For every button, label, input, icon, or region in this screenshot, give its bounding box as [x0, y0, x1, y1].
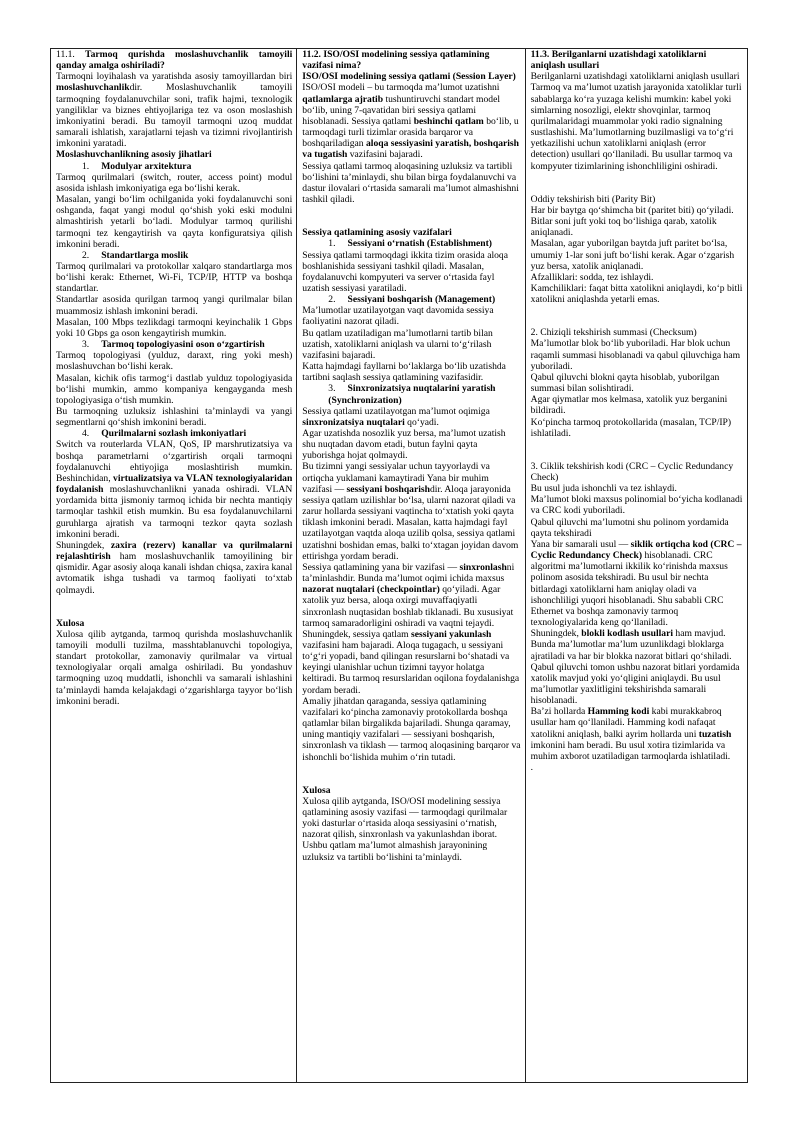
paragraph: Ko‘pincha tarmoq protokollarida (masalan, TCP/IP) ishlatiladi.: [530, 416, 732, 439]
bold-term: virtualizatsiya va VLAN texnologiyalaridan foydalanish: [56, 472, 293, 496]
bold-term: sessiyani boshqarish: [346, 483, 430, 495]
text: Sessiya qatlamining yana bir vazifasi —: [302, 561, 458, 573]
paragraph: Bu tarmoqning uzluksiz ishlashini ta’minlaydi va yangi segmentlarni qo‘shish imkonini beradi.: [56, 406, 293, 429]
list-item-heading: [302, 383, 520, 405]
text: Tarmoqni loyihalash va yaratishda asosiy tamoyillardan biri: [56, 71, 293, 83]
item-title: Qurilmalarni sozlash imkoniyatlari: [101, 428, 247, 440]
list-item-heading: [56, 161, 292, 172]
item-number: 2.: [328, 294, 336, 306]
column-11-3: [526, 49, 747, 1082]
bold-term: nazorat nuqtalari (checkpointlar): [302, 584, 440, 596]
end-mark: .: [530, 762, 534, 774]
bold-term: sinxronlash: [459, 561, 507, 573]
item-title: Standartlarga moslik: [101, 249, 189, 261]
text: moslashuvchanlikni yanada oshiradi. VLAN yordamida bitta jismoniy tarmoq ichida bir nechta mantiqiy tarmoqlar tashkil etish mumkin. Bu esa foydalanuvchilarni guruhlarga ajratish va tarmoqni tezkor qayta sozlash imkonini beradi.: [56, 484, 293, 540]
paragraph: Katta hajmdagi fayllarni bo‘laklarga bo‘lib uzatishda tartibni saqlash sessiya qatlamining vazifasidir.: [302, 361, 506, 384]
item-number: 3.: [82, 339, 90, 351]
section-heading: 11.2. ISO/OSI modelining sessiya qatlamining vazifasi nima?: [302, 49, 490, 72]
spacer: [302, 763, 520, 785]
item-number: 1.: [328, 238, 336, 250]
subheading: Sessiya qatlamining asosiy vazifalari: [302, 227, 452, 239]
item-title: Modulyar arxitektura: [101, 160, 192, 172]
item-title: Sessiyani o‘rnatish (Establishment): [347, 238, 492, 250]
text: hisoblanadi. CRC algoritmi ma’lumotlarni ikkilik ko‘rinishda maxsus polinom asosida tekshiradi. Bu usul bir nechta bitlardagi xatoliklarni ham aniqlay oladi va ishonchliligi yuqori hisoblanadi. Shu sababli CRC Ethernet va boshqa zamonaviy tarmoq texnologiyalarida keng qo‘llaniladi.: [530, 550, 728, 629]
paragraph: Qabul qiluvchi ma’lumotni shu polinom yordamida qayta tekshiradi: [530, 516, 729, 539]
bold-term: tuzatish: [698, 728, 732, 740]
bold-term: zaxira (rezerv) kanallar va qurilmalarni rejalashtirish: [56, 539, 293, 563]
text: bo‘lib, u tarmoqdagi turli tizimlar orasida barqaror va boshqariladigan: [302, 115, 519, 150]
method-heading: Oddiy tekshirish biti (Parity Bit): [530, 193, 656, 205]
text: ham moslashuvchanlik tamoyilining bir qismidir. Agar asosiy aloqa kanali ishdan chiqsa, zaxira kanal avtomatik ishga tushadi va tarmoq faoliyati to‘xtab qolmaydi.: [56, 551, 293, 596]
text: qo‘yadi.: [407, 416, 439, 428]
list-item-heading: [302, 294, 520, 305]
bold-term: sinxronizatsiya nuqtalari: [302, 416, 405, 428]
text: Bu tizimni yangi sessiyalar uchun tayyorlaydi va ortiqcha yuklamani kamaytiradi Yana bir muhim vazifasi —: [302, 461, 490, 495]
paragraph: Masalan, 100 Mbps tezlikdagi tarmoqni keyinchalik 1 Gbps yoki 10 Gbps ga oson kengaytirish mumkin.: [56, 316, 293, 339]
paragraph: Bitlar soni juft yoki toq bo‘lishiga qarab, xatolik aniqlanadi.: [530, 216, 717, 239]
bold-term: blokli kodlash usullari: [581, 628, 674, 640]
text: tushuntiruvchi standart model bo‘lib, uning 7-qavatidan biri sessiya qatlami hisoblanadi. Sessiya qatlami: [302, 93, 501, 127]
paragraph: Masalan, yangi bo‘lim ochilganida yoki foydalanuvchi soni oshganda, faqat yangi modul qo‘shish yoki eski modulni almashtirish yetarli bo‘ladi. Modulyar tarmoq qurilishi tarmoqni tez kengaytirish va qayta konfiguratsiya qilish imkonini beradi.: [56, 194, 293, 250]
paragraph: Qabul qiluvchi blokni qayta hisoblab, yuborilgan summasi bilan solishtiradi.: [530, 371, 720, 395]
paragraph: [302, 629, 520, 696]
intro-paragraph: [56, 71, 292, 149]
text: kabi murakkabroq usullar ham qo‘llaniladi. Hamming kodi nafaqat xatolikni aniqlash, balki ayrim hollarda uni: [530, 706, 722, 740]
paragraph: [302, 461, 520, 561]
text: dir. Moslashuvchanlik tamoyili tarmoqning foydalanuvchilar soni, trafik hajmi, texnologik yangiliklar va biznes ehtiyojlariga tez va oson moslashish imkoniyatini beradi. Bu tamoyil tarmoqni uzoq muddat samarali ishlatish, xarajatlarni tejash va tizimni rivojlantirish imkonini yaratadi.: [56, 82, 293, 150]
paragraph: Bu usul juda ishonchli va tez ishlaydi.: [530, 483, 677, 495]
paragraph: Tarmoq topologiyasi (yulduz, daraxt, ring yoki mesh) moslashuvchan bo‘lishi kerak.: [56, 350, 293, 373]
section-heading: Tarmoq qurishda moslashuvchanlik tamoyili qanday amalga oshiriladi?: [56, 49, 293, 72]
text: ni ta’minlashdir. Bunda ma’lumot oqimi ichida maxsus: [302, 561, 515, 585]
item-title: Sinxronizatsiya nuqtalarini yaratish (Synchronization): [328, 383, 496, 406]
paragraph: Tarmoq qurilmalari va protokollar xalqaro standartlarga mos bo‘lishi kerak: Ethernet, Wi-Fi, TCP/IP, HTTP va boshqa standartlar.: [56, 260, 293, 295]
conclusion-paragraph: Xulosa qilib aytganda, ISO/OSI modelining sessiya qatlamining asosiy vazifasi — tarmoqdagi qurilmalar yoki dasturlar o‘rtasida aloqa sessiyasini o‘rnatish, nazorat qilish, sinxronlash va yakunlashdan iborat. Ushbu qatlam ma’lumot almashish jarayonining uzluksiz va tartibli bo‘lishini ta’minlaydi.: [302, 795, 508, 863]
paragraph: Afzalliklari: sodda, tez ishlaydi.: [530, 271, 654, 283]
item-number: 1.: [82, 160, 90, 172]
text: ham mavjud. Bunda ma’lumotlar ma’lum uzunlikdagi bloklarga ajratiladi va har bir blokka nazorat bitlari qo‘shiladi. Qabul qiluvchi tomon ushbu nazorat bitlari yordamida xatolik mavjud yoki yo‘qligini aniqlaydi. Bu usul ma’lumotlar yaxlitligini tekshirishda samarali hisoblanadi.: [530, 628, 740, 707]
text: qo‘yiladi. Agar xatolik yuz bersa, aloqa oxirgi muvaffaqiyatli sinxronlash nuqtasidan boshlab tiklanadi. Bu xususiyat tarmoq samaradorligini oshiradi va vaqtni tejaydi.: [302, 584, 514, 629]
text: ISO/OSI modeli – bu tarmoqda ma’lumot uzatishni: [302, 82, 500, 94]
text: dir. Aloqa jarayonida sessiya qatlam uzilishlar bo‘lsa, ularni nazorat qiladi va zarur hollarda sessiyani vaqtincha to‘xtatish yoki qayta tiklash imkonini beradi. Masalan, katta hajmdagi fayl uzatilayotgan vaqtda aloqa uzilib qolsa, sessiya qatlami uzatishni boshidan emas, balki to‘xtagan joyidan davom ettirishga yordam beradi.: [302, 483, 519, 562]
spacer: [302, 205, 520, 227]
text: Ba’zi hollarda: [530, 706, 586, 718]
paragraph: Berilganlarni uzatishdagi xatoliklarni aniqlash usullari: [530, 71, 740, 83]
paragraph: Ma’lumotlar blok bo‘lib yuboriladi. Har blok uchun raqamli summasi hisoblanadi va qabul qiluvchiga ham yuboriladi.: [530, 338, 741, 372]
document-table: [50, 48, 748, 1083]
paragraph: Sessiya qatlami tarmoqdagi ikkita tizim orasida aloqa boshlanishida sessiyani tashkil qiladi. Masalan, foydalanuvchi kompyuteri va server o‘rtasida fayl uzatish sessiyasi yaratiladi.: [302, 249, 508, 294]
text: vazifasini ham bajaradi. Aloqa tugagach, u sessiyani to‘g‘ri yopadi, band qilingan resurslarni bo‘shatadi va keyingi ulanishlar uchun tizimni tayyor holatga keltiradi. Bu tarmoq resurslaridan oqilona foydalanishga yordam beradi.: [302, 639, 520, 696]
paragraph: Tarmoq va ma’lumot uzatish jarayonida xatoliklar turli sabablarga ko‘ra yuzaga kelishi mumkin: kabel yoki simlarning nosozligi, elektr shovqinlar, tarmoq qurilmalaridagi muammolar yoki radio signalning sustlashishi. Ma’lumotlarning buzilmasligi va to‘g‘ri yetkazilishi uchun xatoliklarni aniqlash (error detection) usullari qo‘llaniladi. Bu usullar tarmoq va kompyuter tizimlarining ishonchliligini oshiradi.: [530, 82, 742, 172]
text: Shuningdek,: [56, 539, 105, 551]
conclusion-heading: Xulosa: [56, 617, 85, 629]
section-number: 11.1.: [56, 49, 75, 60]
paragraph: Ma’lumot bloki maxsus polinomial bo‘yicha kodlanadi va CRC kodi yuboriladi.: [530, 494, 743, 517]
column-11-2: [297, 49, 525, 1082]
spacer: [56, 596, 292, 618]
list-item-heading: [56, 339, 292, 350]
bold-term: qatlamlarga ajratib: [302, 93, 384, 105]
bold-term: moslashuvchanlik: [56, 82, 130, 94]
paragraph: [302, 406, 520, 428]
paragraph: Tarmoq qurilmalari (switch, router, access point) modul asosida ishlash imkoniyatiga ega bo‘lishi kerak.: [56, 171, 293, 194]
text: Switch va routerlarda VLAN, QoS, IP marshrutizatsiya va boshqa parametrlarni o‘zgartirish orqali tarmoqni foydalanuvchi ehtiyojiga moslashtirish mumkin. Beshinchidan,: [56, 439, 293, 484]
section-heading: 11.3. Berilganlarni uzatishdagi xatoliklarni aniqlash usullari: [530, 49, 707, 72]
spacer: [531, 305, 743, 327]
paragraph: [531, 539, 743, 628]
list-item-heading: [56, 250, 292, 261]
paragraph: Ma’lumotlar uzatilayotgan vaqt davomida sessiya faoliyatini nazorat qiladi.: [302, 305, 494, 328]
paragraph: [531, 706, 743, 762]
intro-paragraph: [302, 82, 520, 160]
item-number: 2.: [82, 249, 90, 261]
spacer: [531, 172, 743, 194]
text: imkonini ham beradi. Bu usul xotira tizimlarida va muhim axborot uzatiladigan tarmoqlarda ishlatiladi.: [530, 739, 731, 762]
paragraph: Bu qatlam uzatiladigan ma’lumotlarni tartib bilan uzatish, xatoliklarni aniqlash va ularni to‘g‘rilash vazifasini bajaradi.: [302, 327, 493, 361]
item-title: Sessiyani boshqarish (Management): [347, 294, 496, 306]
paragraph: [56, 540, 292, 596]
paragraph: [531, 628, 743, 706]
bold-term: siklik ortiqcha kod (CRC – Cyclic Redundancy Check): [530, 538, 742, 562]
paragraph: Standartlar asosida qurilgan tarmoq yangi qurilmalar bilan muammosiz ishlash imkonini beradi.: [56, 294, 293, 317]
paragraph: Har bir baytga qo‘shimcha bit (paritet biti) qo‘yiladi.: [530, 204, 734, 216]
bold-term: beshinchi qatlam: [413, 115, 484, 127]
subheading: ISO/OSI modelining sessiya qatlami (Session Layer): [302, 71, 516, 83]
spacer: [531, 439, 743, 461]
item-number: 4.: [82, 428, 90, 440]
section-title-11-1: [56, 49, 292, 71]
conclusion-heading: Xulosa: [302, 784, 331, 796]
paragraph: [302, 562, 520, 629]
column-11-1: [51, 49, 297, 1082]
bold-term: aloqa sessiyasini yaratish, boshqarish va tugatish: [302, 138, 519, 161]
paragraph: Masalan, kichik ofis tarmog‘i dastlab yulduz topologiyasida bo‘lishi mumkin, ammo kompaniya kengayganda mesh topologiyasiga o‘tish mumkin.: [56, 372, 293, 406]
text: Shuningdek, sessiya qatlam: [302, 628, 409, 640]
text: Shuningdek,: [530, 628, 579, 640]
paragraph: Kamchiliklari: faqat bitta xatolikni aniqlaydi, ko‘p bitli xatolikni aniqlashda yetarli emas.: [530, 282, 743, 306]
bold-term: sessiyani yakunlash: [411, 628, 492, 640]
method-heading: 3. Ciklik tekshirish kodi (CRC – Cyclic Redundancy Check): [530, 460, 734, 483]
paragraph: Agar qiymatlar mos kelmasa, xatolik yuz berganini bildiradi.: [530, 394, 728, 417]
subheading: Moslashuvchanlikning asosiy jihatlari: [56, 149, 212, 161]
bold-term: Hamming kodi: [587, 706, 650, 718]
text: vazifasini bajaradi.: [349, 149, 423, 161]
method-heading: 2. Chiziqli tekshirish summasi (Checksum): [530, 327, 697, 339]
paragraph: Agar uzatishda nosozlik yuz bersa, ma’lumot uzatish shu nuqtadan davom etadi, butun faylni qayta yuborishga hojat qolmaydi.: [302, 428, 506, 462]
item-number: 3.: [328, 383, 336, 395]
paragraph: Sessiya qatlami tarmoq aloqasining uzluksiz va tartibli bo‘lishini ta’minlaydi, shu bilan birga foydalanuvchi va dastur ilovalari o‘rtasida samarali ma’lumot almashishni tashkil qiladi.: [302, 160, 519, 206]
text: Sessiya qatlami uzatilayotgan ma’lumot oqimiga: [302, 405, 490, 417]
list-item-heading: [302, 238, 520, 249]
paragraph: Amaliy jihatdan qaraganda, sessiya qatlamining vazifalari ko‘pincha zamonaviy protokollarda boshqa qatlamlar bilan birgalikda bajariladi. Shunga qaramay, uning mantiqiy vazifalari — sessiyani boshqarish, sinxronlash va tiklash — tarmoq aloqasining barqaror va ishonchli bo‘lishida muhim o‘rin tutadi.: [302, 695, 521, 763]
conclusion-paragraph: Xulosa qilib aytganda, tarmoq qurishda moslashuvchanlik tamoyili modulli tuzilma, masshtablanuvchi topologiya, standart protokollar, zamonaviy qurilmalar va virtual texnologiyalar orqali amalga oshiriladi. Bu yondashuv tarmoqning uzoq muddatli, ishonchli va samarali ishlashini ta’minlaydi hamda kelajakdagi o‘zgarishlarga tayyor bo‘lish imkonini beradi.: [56, 628, 293, 707]
paragraph: Masalan, agar yuborilgan baytda juft paritet bo‘lsa, umumiy 1-lar soni juft bo‘lishi kerak. Agar o‘zgarish yuz bersa, xatolik aniqlanadi.: [530, 238, 735, 272]
text: Yana bir samarali usul —: [530, 538, 629, 550]
item-title: Tarmoq topologiyasini oson o‘zgartirish: [101, 339, 265, 351]
list-item-heading: [56, 428, 292, 439]
paragraph: [56, 439, 292, 539]
